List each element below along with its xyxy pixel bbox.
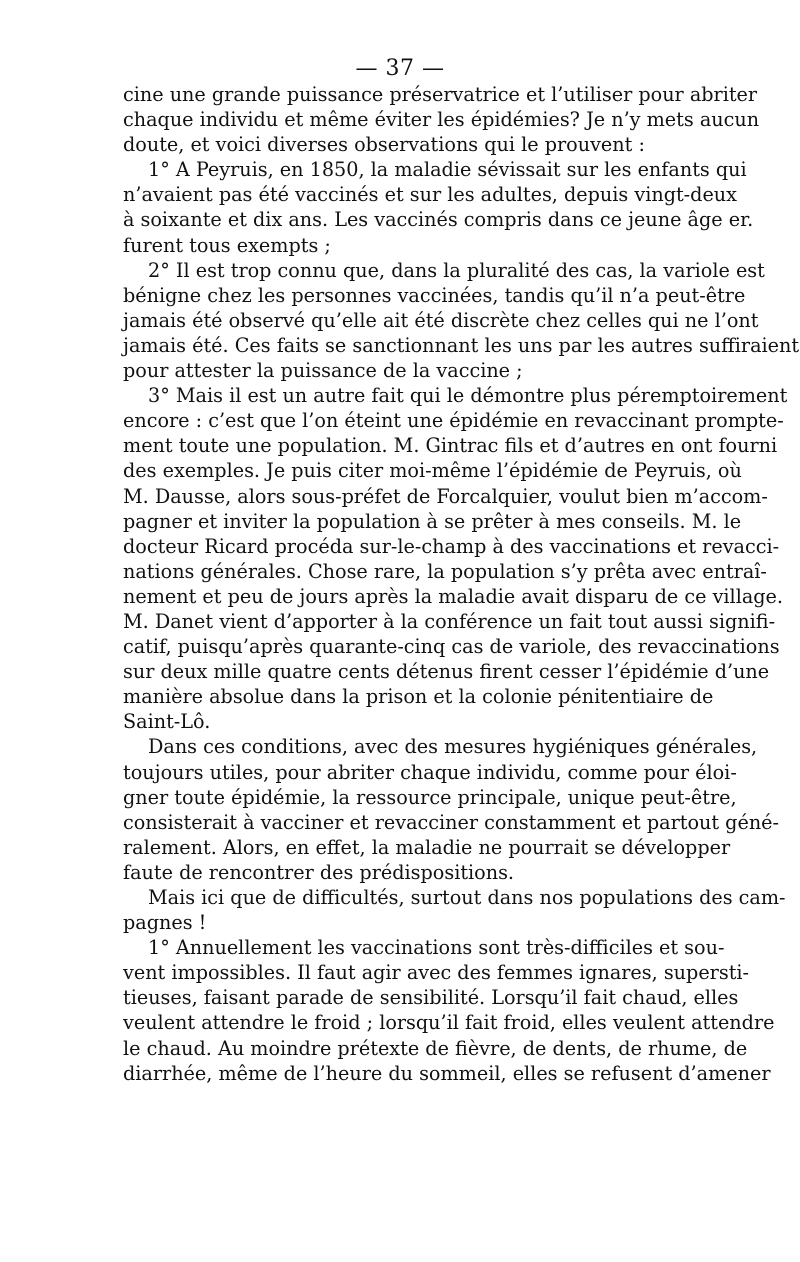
text-line: faute de rencontrer des prédispositions. [123, 860, 515, 884]
text-line: furent tous exempts ; [123, 233, 331, 257]
text-line: pagner et inviter la population à se prêter à mes conseils. M. le [123, 509, 742, 533]
text-line: jamais été. Ces faits se sanctionnant les uns par les autres suffiraient [123, 333, 800, 357]
text-line: docteur Ricard procéda sur-le-champ à des vaccinations et revacci- [123, 534, 780, 558]
text-line: jamais été observé qu’elle ait été discrète chez celles qui ne l’ont [123, 308, 759, 332]
text-line: veulent attendre le froid ; lorsqu’il fait froid, elles veulent attendre [123, 1011, 775, 1035]
text-line: toujours utiles, pour abriter chaque individu, comme pour éloi- [123, 760, 737, 784]
text-line: nement et peu de jours après la maladie avait disparu de ce village. [123, 584, 784, 608]
text-line: Saint-Lô. [123, 710, 211, 734]
text-line: doute, et voici diverses observations qui le prouvent : [123, 133, 645, 157]
text-line: diarrhée, même de l’heure du sommeil, elles se refusent d’amener [123, 1061, 771, 1085]
text-line: 2° Il est trop connu que, dans la pluralité des cas, la variole est [148, 258, 765, 282]
text-line: des exemples. Je puis citer moi-même l’épidémie de Peyruis, où [123, 459, 742, 483]
text-line: pagnes ! [123, 911, 207, 935]
text-line: tieuses, faisant parade de sensibilité. Lorsqu’il fait chaud, elles [123, 986, 739, 1010]
text-line: encore : c’est que l’on éteint une épidémie en revaccinant prompte- [123, 409, 784, 433]
text-line: sur deux mille quatre cents détenus firent cesser l’épidémie d’une [123, 660, 770, 684]
text-line: le chaud. Au moindre prétexte de fièvre, de dents, de rhume, de [123, 1036, 748, 1060]
text-line: M. Danet vient d’apporter à la conférence un fait tout aussi signifi- [123, 609, 776, 633]
text-line: à soixante et dix ans. Les vaccinés compris dans ce jeune âge er. [123, 208, 754, 232]
text-line: manière absolue dans la prison et la colonie pénitentiaire de [123, 685, 714, 709]
text-line: 3° Mais il est un autre fait qui le démontre plus péremptoirement [148, 384, 788, 408]
body-text [123, 82, 800, 1086]
text-line: chaque individu et même éviter les épidémies? Je n’y mets aucun [123, 108, 760, 132]
text-line: catif, puisqu’après quarante-cinq cas de variole, des revaccinations [123, 635, 780, 659]
text-line: ment toute une population. M. Gintrac fils et d’autres en ont fourni [123, 434, 778, 458]
text-line: gner toute épidémie, la ressource principale, unique peut-être, [123, 785, 737, 809]
text-line: M. Dausse, alors sous-préfet de Forcalquier, voulut bien m’accom- [123, 484, 768, 508]
text-line: bénigne chez les personnes vaccinées, tandis qu’il n’a peut-être [123, 283, 746, 307]
text-line: ralement. Alors, en effet, la maladie ne pourrait se développer [123, 835, 731, 859]
page-number: — 37 — [355, 56, 445, 81]
text-line: 1° A Peyruis, en 1850, la maladie sévissait sur les enfants qui [148, 158, 747, 182]
text-line: pour attester la puissance de la vaccine ; [123, 359, 523, 383]
text-line: consisterait à vacciner et revacciner constamment et partout géné- [123, 810, 780, 834]
text-line: cine une grande puissance préservatrice et l’utiliser pour abriter [123, 83, 758, 106]
text-line: Dans ces conditions, avec des mesures hygiéniques générales, [148, 735, 758, 759]
text-line: vent impossibles. Il faut agir avec des femmes ignares, supersti- [123, 961, 750, 985]
text-line: Mais ici que de difficultés, surtout dans nos populations des cam- [148, 886, 786, 909]
text-line: nations générales. Chose rare, la population s’y prêta avec entraî- [123, 559, 767, 583]
text-line: n’avaient pas été vaccinés et sur les adultes, depuis vingt-deux [123, 183, 737, 207]
text-line: 1° Annuellement les vaccinations sont très-difficiles et sou- [148, 936, 725, 960]
